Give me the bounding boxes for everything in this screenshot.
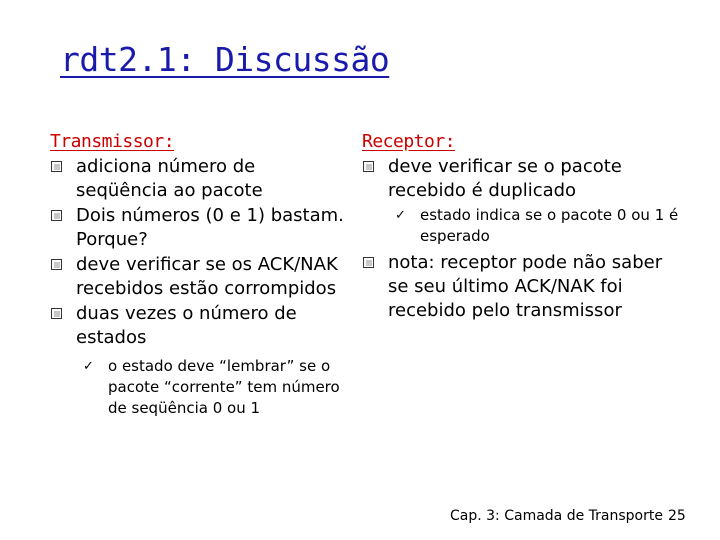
list-item-text: Dois números (0 e 1) bastam. Porque? [76,205,344,250]
checkmark-icon: ✓ [83,359,94,374]
checkmark-icon: ✓ [395,208,406,223]
square-bullet-icon [51,308,62,319]
list-item [50,155,350,203]
square-bullet-icon [363,257,374,268]
sub-item-text: estado indica se o pacote 0 ou 1 é esperado [420,206,679,245]
transmitter-heading: Transmissor: [50,131,175,152]
square-bullet-icon [51,210,62,221]
sub-item-text: o estado deve “lembrar” se o pacote “corrente” tem número de seqüência 0 ou 1 [108,357,340,417]
square-bullet-icon [51,161,62,172]
list-item [50,204,350,252]
receiver-column [362,131,682,324]
list-item-text: adiciona número de seqüência ao pacote [76,156,263,201]
transmitter-column [50,131,350,419]
square-bullet-icon [51,259,62,270]
list-item [362,155,682,203]
sub-item [50,356,350,419]
page-number: 25 [668,508,686,524]
list-item [362,251,682,323]
list-item-text: deve verificar se os ACK/NAK recebidos estão corrompidos [76,254,338,299]
list-item-text: deve verificar se o pacote recebido é duplicado [388,156,622,201]
list-item [50,253,350,301]
list-item-text: duas vezes o número de estados [76,303,297,348]
list-item [50,302,350,350]
list-item-text: nota: receptor pode não saber se seu último ACK/NAK foi recebido pelo transmissor [388,252,663,321]
footer-source: Cap. 3: Camada de Transporte [450,508,663,524]
sub-item [362,205,682,247]
slide-title: rdt2.1: Discussão [60,40,390,79]
receiver-heading: Receptor: [362,131,456,152]
square-bullet-icon [363,161,374,172]
